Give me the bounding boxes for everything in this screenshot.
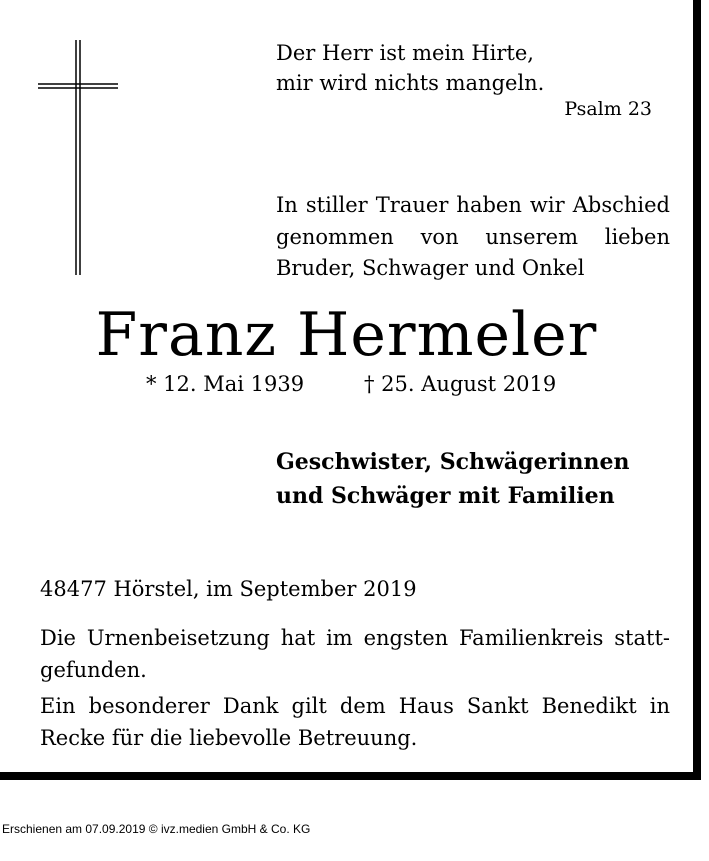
- psalm-reference: Psalm 23: [564, 98, 652, 120]
- mourning-line-1: In stiller Trauer haben wir Abschied: [276, 193, 670, 217]
- thanks-paragraph: Ein besonderer Dank gilt dem Haus Sankt Benedikt in Recke für die liebevolle Betreuung.: [40, 694, 670, 750]
- mourning-line-3: Bruder, Schwager und Onkel: [276, 256, 585, 280]
- death-date: † 25. August 2019: [364, 372, 557, 396]
- family-line-2: und Schwäger mit Familien: [276, 483, 615, 509]
- cross-icon: [38, 40, 118, 275]
- mourning-line-2: genommen von unserem lieben: [276, 224, 670, 249]
- birth-date: * 12. Mai 1939: [146, 372, 305, 396]
- deceased-name: Franz Hermeler: [95, 300, 598, 370]
- psalm-line-2: mir wird nichts mangeln.: [276, 71, 545, 95]
- publication-footer: Erschienen am 07.09.2019 © ivz.medien GmbH & Co. KG: [2, 822, 311, 836]
- burial-paragraph: Die Urnenbeisetzung hat im engsten Familienkreis statt-gefunden.: [40, 626, 670, 682]
- psalm-verse: [276, 38, 670, 98]
- place-date: 48477 Hörstel, im September 2019: [40, 577, 417, 601]
- family-line-1: Geschwister, Schwägerinnen: [276, 449, 630, 475]
- family-signature: [276, 445, 686, 513]
- psalm-line-1: Der Herr ist mein Hirte,: [276, 41, 534, 65]
- mourning-text: [276, 190, 670, 285]
